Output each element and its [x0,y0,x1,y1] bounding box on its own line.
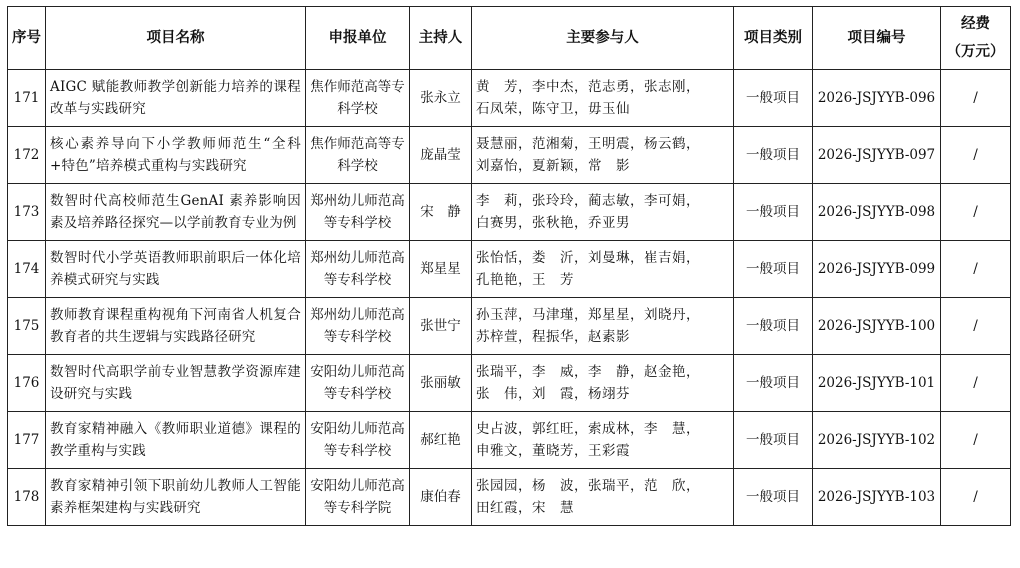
members [472,469,734,526]
members-line: 白赛男，张秋艳，乔亚男 [476,215,630,231]
row-number: 174 [8,241,46,298]
row-number: 178 [8,469,46,526]
fund-value: / [941,412,1011,469]
project-category: 一般项目 [734,412,813,469]
project-code: 2026-JSJYYB-101 [813,355,941,412]
table-row [8,469,1011,526]
table-row [8,127,1011,184]
table-row [8,298,1011,355]
header-name: 项目名称 [46,7,306,70]
host-name: 张世宁 [410,298,472,355]
header-no: 序号 [8,7,46,70]
row-number: 175 [8,298,46,355]
members-line: 苏梓萱，程振华，赵素影 [476,329,630,345]
members-line: 孔艳艳，王 芳 [476,272,574,288]
members-line: 孙玉萍，马津瑾，郑星星，刘晓丹， [476,307,700,323]
project-name: 教师教育课程重构视角下河南省人机复合教育者的共生逻辑与实践路径研究 [46,298,306,355]
table-row [8,241,1011,298]
table-row [8,355,1011,412]
members [472,298,734,355]
members-line: 张园园，杨 波，张瑞平，范 欣， [476,478,700,494]
members [472,355,734,412]
project-category: 一般项目 [734,241,813,298]
project-category: 一般项目 [734,469,813,526]
members-line: 张瑞平，李 威，李 静，赵金艳， [476,364,700,380]
members-line: 田红霞，宋 慧 [476,500,574,516]
fund-value: / [941,355,1011,412]
applicant-unit: 郑州幼儿师范高等专科学校 [306,184,410,241]
header-members: 主要参与人 [472,7,734,70]
members-line: 李 莉，张玲玲，蔺志敏，李可娟， [476,193,700,209]
header-fund [941,7,1011,70]
header-category: 项目类别 [734,7,813,70]
members-line: 申雅文，董晓芳，王彩霞 [476,443,630,459]
project-category: 一般项目 [734,298,813,355]
members-line: 史占波，郭红旺，索成林，李 慧， [476,421,700,437]
header-fund-unit: （万元） [946,44,1005,60]
project-name: 教育家精神引领下职前幼儿教师人工智能素养框架建构与实践研究 [46,469,306,526]
table-row [8,412,1011,469]
project-code: 2026-JSJYYB-096 [813,70,941,127]
members-line: 黄 芳，李中杰，范志勇，张志刚， [476,79,700,95]
project-name: AIGC 赋能教师教学创新能力培养的课程改革与实践研究 [46,70,306,127]
header-unit: 申报单位 [306,7,410,70]
host-name: 张丽敏 [410,355,472,412]
fund-value: / [941,469,1011,526]
project-name: 教育家精神融入《教师职业道德》课程的教学重构与实践 [46,412,306,469]
members [472,184,734,241]
row-number: 176 [8,355,46,412]
row-number: 172 [8,127,46,184]
members-line: 石凤荣，陈守卫，毋玉仙 [476,101,630,117]
host-name: 康伯春 [410,469,472,526]
project-category: 一般项目 [734,127,813,184]
members-line: 刘嘉怡，夏新颖，常 影 [476,158,630,174]
host-name: 宋 静 [410,184,472,241]
host-name: 张永立 [410,70,472,127]
project-code: 2026-JSJYYB-099 [813,241,941,298]
host-name: 庞晶莹 [410,127,472,184]
members [472,241,734,298]
project-name: 数智时代高职学前专业智慧教学资源库建设研究与实践 [46,355,306,412]
applicant-unit: 安阳幼儿师范高等专科学院 [306,469,410,526]
table-row [8,184,1011,241]
project-code: 2026-JSJYYB-102 [813,412,941,469]
fund-value: / [941,241,1011,298]
host-name: 郝红艳 [410,412,472,469]
members-line: 聂慧丽，范湘菊，王明震，杨云鹤， [476,136,700,152]
table-row [8,70,1011,127]
applicant-unit: 郑州幼儿师范高等专科学校 [306,241,410,298]
project-name: 数智时代高校师范生GenAI 素养影响因素及培养路径探究—以学前教育专业为例 [46,184,306,241]
header-row [8,7,1011,70]
header-host: 主持人 [410,7,472,70]
project-code: 2026-JSJYYB-100 [813,298,941,355]
project-code: 2026-JSJYYB-103 [813,469,941,526]
header-fund-label: 经费 [961,16,990,32]
members [472,412,734,469]
project-code: 2026-JSJYYB-098 [813,184,941,241]
project-name: 数智时代小学英语教师职前职后一体化培养模式研究与实践 [46,241,306,298]
host-name: 郑星星 [410,241,472,298]
row-number: 173 [8,184,46,241]
header-code: 项目编号 [813,7,941,70]
project-name: 核心素养导向下小学教师师范生“全科+特色”培养模式重构与实践研究 [46,127,306,184]
project-category: 一般项目 [734,70,813,127]
applicant-unit: 焦作师范高等专科学校 [306,127,410,184]
project-table [7,6,1011,526]
project-category: 一般项目 [734,184,813,241]
applicant-unit: 焦作师范高等专科学校 [306,70,410,127]
project-category: 一般项目 [734,355,813,412]
fund-value: / [941,298,1011,355]
members-line: 张 伟，刘 霞，杨翊芬 [476,386,630,402]
members-line: 张怡恬，娄 沂，刘曼琳，崔吉娟， [476,250,700,266]
project-code: 2026-JSJYYB-097 [813,127,941,184]
row-number: 171 [8,70,46,127]
applicant-unit: 安阳幼儿师范高等专科学校 [306,412,410,469]
applicant-unit: 安阳幼儿师范高等专科学校 [306,355,410,412]
row-number: 177 [8,412,46,469]
members [472,127,734,184]
members [472,70,734,127]
applicant-unit: 郑州幼儿师范高等专科学校 [306,298,410,355]
fund-value: / [941,127,1011,184]
fund-value: / [941,184,1011,241]
fund-value: / [941,70,1011,127]
